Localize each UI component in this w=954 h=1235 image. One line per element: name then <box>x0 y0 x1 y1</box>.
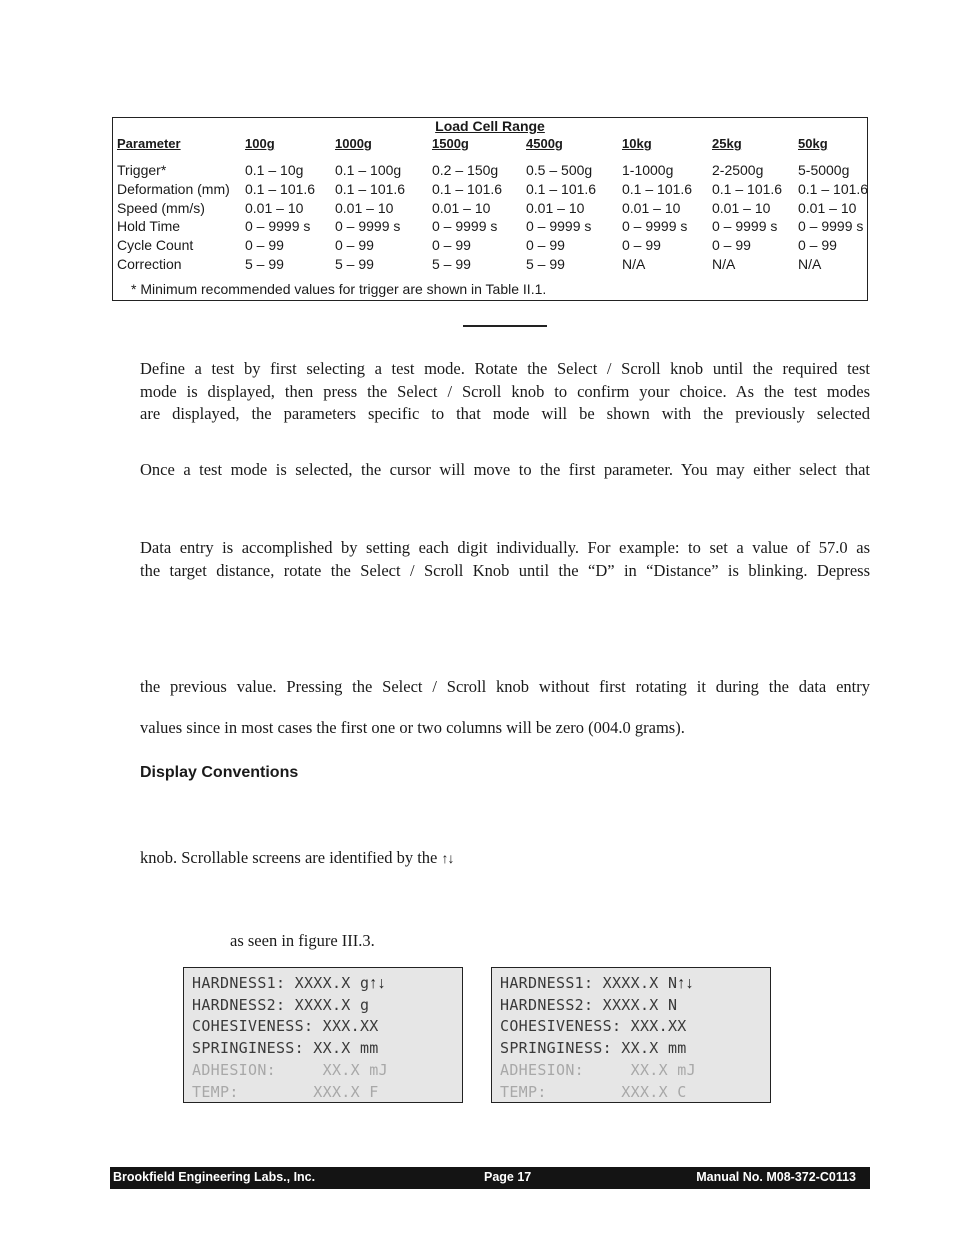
table-cell: 2-2500g <box>712 162 764 178</box>
table-row <box>113 256 867 275</box>
table-cell: 0 – 9999 s <box>798 218 864 234</box>
table-row <box>113 181 867 200</box>
table-cell: 0 – 9999 s <box>712 218 778 234</box>
table-cell: 0 – 9999 s <box>622 218 688 234</box>
table-cell: 1-1000g <box>622 162 674 178</box>
table-cell: Correction <box>117 256 182 272</box>
column-header-parameter: Parameter <box>117 136 181 151</box>
paragraph-line: are displayed, the parameters specific to that mode will be shown with the previously selected <box>140 404 870 424</box>
table-cell: 0 – 99 <box>335 237 374 253</box>
lcd-line: SPRINGINESS: XX.X mm <box>500 1039 687 1057</box>
table-cell: 0.5 – 500g <box>526 162 593 178</box>
table-title: Load Cell Range <box>435 118 545 134</box>
lcd-line: ADHESION: XX.X mJ <box>192 1061 388 1079</box>
table-row <box>113 162 867 181</box>
lcd-display-newtons <box>491 967 771 1103</box>
scroll-arrows-icon: ↑↓ <box>441 850 454 866</box>
table-cell: 0.01 – 10 <box>622 200 681 216</box>
table-cell: Cycle Count <box>117 237 194 253</box>
footer-company: Brookfield Engineering Labs., Inc. <box>113 1170 316 1184</box>
table-cell: 0.01 – 10 <box>712 200 771 216</box>
table-cell: 0.1 – 10g <box>245 162 304 178</box>
scroll-arrows-icon: ↑↓ <box>369 975 386 992</box>
table-cell: 0.01 – 10 <box>335 200 394 216</box>
table-cell: 0 – 99 <box>798 237 837 253</box>
table-row <box>113 218 867 237</box>
lcd-line: ADHESION: XX.X mJ <box>500 1061 696 1079</box>
table-cell: 5 – 99 <box>432 256 471 272</box>
table-row <box>113 237 867 256</box>
paragraph-line <box>140 847 870 870</box>
table-cell: 5 – 99 <box>335 256 374 272</box>
table-cell: 0 – 9999 s <box>245 218 311 234</box>
paragraph-figure-ref <box>230 930 530 953</box>
table-cell: N/A <box>712 256 736 272</box>
paragraph-previous-value <box>140 676 870 699</box>
table-cell: 0.1 – 101.6 <box>798 181 869 197</box>
column-header-100g: 100g <box>245 136 275 151</box>
paragraph-line: Define a test by first selecting a test mode. Rotate the Select / Scroll knob until the required test <box>140 359 870 378</box>
lcd-display-grams <box>183 967 463 1103</box>
table-cell: 0 – 99 <box>432 237 471 253</box>
table-cell: 0 – 9999 s <box>335 218 401 234</box>
table-cell: Speed (mm/s) <box>117 200 205 216</box>
table-cell: 5 – 99 <box>526 256 565 272</box>
lcd-line: HARDNESS2: XXXX.X N <box>500 996 678 1014</box>
table-cell: 0.01 – 10 <box>432 200 491 216</box>
scrollable-text: knob. Scrollable screens are identified by the <box>140 848 438 867</box>
paragraph-data-entry <box>140 537 870 582</box>
table-cell: 0.01 – 10 <box>526 200 585 216</box>
paragraph-line: the target distance, rotate the Select / Scroll Knob until the “D” in “Distance” is blinking. Depress <box>140 560 870 580</box>
table-row <box>113 200 867 219</box>
table-cell: 0.1 – 101.6 <box>432 181 503 197</box>
table-cell: 0 – 99 <box>712 237 751 253</box>
column-header-10kg: 10kg <box>622 136 652 151</box>
lcd-line: TEMP: XXX.X F <box>192 1083 379 1101</box>
lcd-line: COHESIVENESS: XXX.XX <box>192 1017 379 1035</box>
lcd-line <box>500 972 694 994</box>
table-cell: 0.1 – 101.6 <box>622 181 693 197</box>
table-cell: Deformation (mm) <box>117 181 230 197</box>
table-cell: 0.01 – 10 <box>798 200 857 216</box>
paragraph-test-mode-selected <box>140 459 870 482</box>
paragraph-zero-columns <box>140 717 870 740</box>
paragraph-line: Once a test mode is selected, the cursor will move to the first parameter. You may either select that <box>140 460 870 479</box>
footer-manual-number: Manual No. M08-372-C0113 <box>696 1170 856 1184</box>
table-cell: N/A <box>622 256 646 272</box>
column-header-1500g: 1500g <box>432 136 469 151</box>
table-cell: 0 – 9999 s <box>432 218 498 234</box>
column-header-4500g: 4500g <box>526 136 563 151</box>
table-cell: 0 – 99 <box>245 237 284 253</box>
table-footnote: * Minimum recommended values for trigger are shown in Table II.1. <box>131 281 547 297</box>
paragraph-line: the previous value. Pressing the Select / Scroll knob without first rotating it during the data entry <box>140 677 870 696</box>
paragraph-line: as seen in figure III.3. <box>230 931 375 950</box>
column-header-25kg: 25kg <box>712 136 742 151</box>
scroll-arrows-icon: ↑↓ <box>677 975 694 992</box>
table-cell: 0.01 – 10 <box>245 200 304 216</box>
paragraph-line: values since in most cases the first one or two columns will be zero (004.0 grams). <box>140 718 685 737</box>
lcd-line: SPRINGINESS: XX.X mm <box>192 1039 379 1057</box>
paragraph-line: mode is displayed, then press the Select / Scroll knob to confirm your choice. As the test modes <box>140 381 870 401</box>
footer-page-number: Page 17 <box>484 1170 532 1184</box>
table-cell: 0 – 9999 s <box>526 218 592 234</box>
lcd-line <box>192 972 386 994</box>
table-cell: 0 – 99 <box>526 237 565 253</box>
section-heading: Display Conventions <box>140 764 299 781</box>
table-cell: Trigger* <box>117 162 167 178</box>
table-cell: 5-5000g <box>798 162 850 178</box>
table-cell: 0.1 – 100g <box>335 162 402 178</box>
paragraph-line: Data entry is accomplished by setting each digit individually. For example: to set a value of 57.0 as <box>140 538 870 557</box>
paragraph-define-test <box>140 358 870 426</box>
table-cell: 0.2 – 150g <box>432 162 499 178</box>
table-cell: 0.1 – 101.6 <box>712 181 783 197</box>
table-cell: 0.1 – 101.6 <box>245 181 316 197</box>
table-cell: 5 – 99 <box>245 256 284 272</box>
lcd-line: COHESIVENESS: XXX.XX <box>500 1017 687 1035</box>
table-cell: 0.1 – 101.6 <box>526 181 597 197</box>
load-cell-range-table <box>112 117 868 301</box>
column-header-50kg: 50kg <box>798 136 828 151</box>
table-cell: 0 – 99 <box>622 237 661 253</box>
column-header-1000g: 1000g <box>335 136 372 151</box>
paragraph-scrollable-screens <box>140 847 870 870</box>
lcd-text: HARDNESS1: XXXX.X g <box>192 974 370 992</box>
lcd-line: HARDNESS2: XXXX.X g <box>192 996 370 1014</box>
table-cell: N/A <box>798 256 822 272</box>
lcd-text: HARDNESS1: XXXX.X N <box>500 974 678 992</box>
table-cell: 0.1 – 101.6 <box>335 181 406 197</box>
lcd-line: TEMP: XXX.X C <box>500 1083 687 1101</box>
table-cell: Hold Time <box>117 218 181 234</box>
section-divider <box>463 325 547 327</box>
page-footer <box>110 1167 870 1189</box>
